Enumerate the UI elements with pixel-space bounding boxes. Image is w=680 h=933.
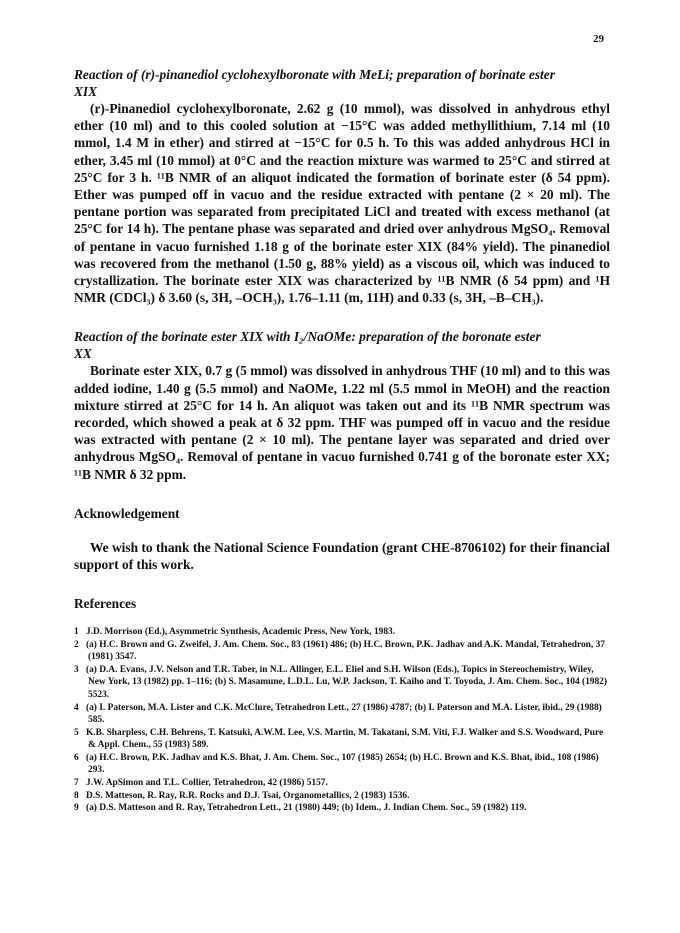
page-body bbox=[74, 66, 610, 815]
reference-text: (a) H.C. Brown, P.K. Jadhav and K.S. Bhat, J. Am. Chem. Soc., 107 (1985) 2654; (b) H.C. Brown and K.S. Bhat, ibid., 108 (1986) 293. bbox=[86, 752, 599, 776]
reference-number: 9 bbox=[74, 803, 79, 814]
reference-text: (a) D.A. Evans, J.V. Nelson and T.R. Taber, in N.L. Allinger, E.L. Eliel and S.H. Wilson (Eds.), Topics in Stereochemistry, Wiley, New York, 13 (1982) pp. 1–116; (b) S. Masamune, L.D.L. Lu, W.P. Jackson, T. Kaiho and T. Toyoda, J. Am. Chem. Soc., 104 (1982) 5523. bbox=[86, 665, 607, 700]
section-heading-borinate-ester-xix bbox=[74, 66, 610, 100]
section-heading-line: XX bbox=[74, 346, 92, 362]
reference-number: 4 bbox=[74, 702, 79, 713]
reference-list bbox=[74, 626, 610, 814]
reference-item bbox=[74, 790, 610, 802]
reference-text: (a) I. Paterson, M.A. Lister and C.K. McClure, Tetrahedron Lett., 27 (1986) 4787; (b) I. Paterson and M.A. Lister, ibid., 29 (1988) 585. bbox=[86, 702, 602, 725]
reference-text: J.W. ApSimon and T.L. Collier, Tetrahedron, 42 (1986) 5157. bbox=[86, 777, 328, 788]
reference-item bbox=[74, 626, 610, 638]
reference-text: K.B. Sharpless, C.H. Behrens, T. Katsuki, A.W.M. Lee, V.S. Martin, M. Takatani, S.M. Viti, F.J. Walker and S.S. Woodward, Pure & Appl. Chem., 55 (1983) 589. bbox=[86, 727, 604, 750]
reference-item bbox=[74, 702, 610, 727]
reference-text: D.S. Matteson, R. Ray, R.R. Rocks and D.J. Tsai, Organometallics, 2 (1983) 1536. bbox=[86, 790, 410, 801]
section-heading-line: Reaction of (r)-pinanediol cyclohexylboronate with MeLi; preparation of borinate ester bbox=[74, 67, 555, 82]
references-heading: References bbox=[74, 596, 137, 612]
section-heading-boronate-ester-xx bbox=[74, 328, 610, 362]
reference-item bbox=[74, 639, 610, 664]
reference-number: 1 bbox=[74, 627, 79, 638]
reference-item bbox=[74, 727, 610, 752]
reference-item bbox=[74, 752, 610, 777]
section-heading-line: XIX bbox=[74, 84, 98, 99]
reference-text: J.D. Morrison (Ed.), Asymmetric Synthesis, Academic Press, New York, 1983. bbox=[86, 627, 396, 638]
page-number: 29 bbox=[593, 33, 604, 45]
reference-number: 7 bbox=[74, 777, 79, 788]
reference-item bbox=[74, 664, 610, 701]
acknowledgement-paragraph: We wish to thank the National Science Foundation (grant CHE-8706102) for their financial support of this work. bbox=[74, 539, 610, 573]
acknowledgement-heading: Acknowledgement bbox=[74, 505, 180, 521]
reference-text: (a) H.C. Brown and G. Zweifel, J. Am. Chem. Soc., 83 (1961) 486; (b) H.C. Brown, P.K. Jadhav and A.K. Mandal, Tetrahedron, 37 (1981) 3547. bbox=[86, 640, 605, 663]
reference-item bbox=[74, 802, 610, 814]
reference-number: 8 bbox=[74, 790, 79, 801]
experimental-paragraph-xix: (r)-Pinanediol cyclohexylboronate, 2.62 g (10 mmol), was dissolved in anhydrous ethyl ether (10 ml) and to this cooled solution at −15°C was added methyllithium, 7.14 ml (10 mmol, 1.4 M in ether) and stirred at −15°C for 0.5 h. To this was added anhydrous HCl in ether, 3.45 ml (10 mmol) at 0°C and the reaction mixture was warmed to 25°C and stirred at 25°C for 3 h. ¹¹B NMR of an aliquot indicated the formation of borinate ester (δ 54 ppm). Ether was pumped off in vacuo and the residue extracted with pentane (2 × 20 ml). The pentane portion was separated from precipitated LiCl and treated with excess methanol (at 25°C for 14 h). The pentane phase was separated and dried over anhydrous MgSO₄. Removal of pentane in vacuo furnished 1.18 g of the borinate ester XIX (84% yield). The pinanediol was recovered from the methanol (1.50 g, 88% yield) as a viscous oil, which was induced to crystallization. The borinate ester XIX was characterized by ¹¹B NMR (δ 54 ppm) and ¹H NMR (CDCl₃) δ 3.60 (s, 3H, –OCH₃), 1.76–1.11 (m, 11H) and 0.33 (s, 3H, –B–CH₃). bbox=[74, 101, 610, 306]
reference-item bbox=[74, 777, 610, 789]
reference-number: 2 bbox=[74, 640, 79, 651]
reference-number: 5 bbox=[74, 727, 79, 738]
experimental-paragraph-xx: Borinate ester XIX, 0.7 g (5 mmol) was dissolved in anhydrous THF (10 ml) and to this was added iodine, 1.40 g (5.5 mmol) and NaOMe, 1.22 ml (5.5 mmol in MeOH) and the reaction mixture stirred at 25°C for 14 h. An aliquot was taken out and its ¹¹B NMR spectrum was recorded, which showed a peak at δ 32 ppm. THF was pumped off in vacuo and the residue was extracted with pentane (2 × 10 ml). The pentane layer was separated and dried over anhydrous MgSO₄. Removal of pentane in vacuo furnished 0.741 g of the boronate ester XX; ¹¹B NMR δ 32 ppm. bbox=[74, 363, 610, 482]
reference-number: 6 bbox=[74, 752, 79, 763]
reference-number: 3 bbox=[74, 665, 79, 676]
reference-text: (a) D.S. Matteson and R. Ray, Tetrahedron Lett., 21 (1980) 449; (b) Idem., J. Indian Chem. Soc., 59 (1982) 119. bbox=[86, 803, 527, 814]
section-heading-line: Reaction of the borinate ester XIX with I₂/NaOMe: preparation of the boronate ester bbox=[74, 329, 541, 345]
